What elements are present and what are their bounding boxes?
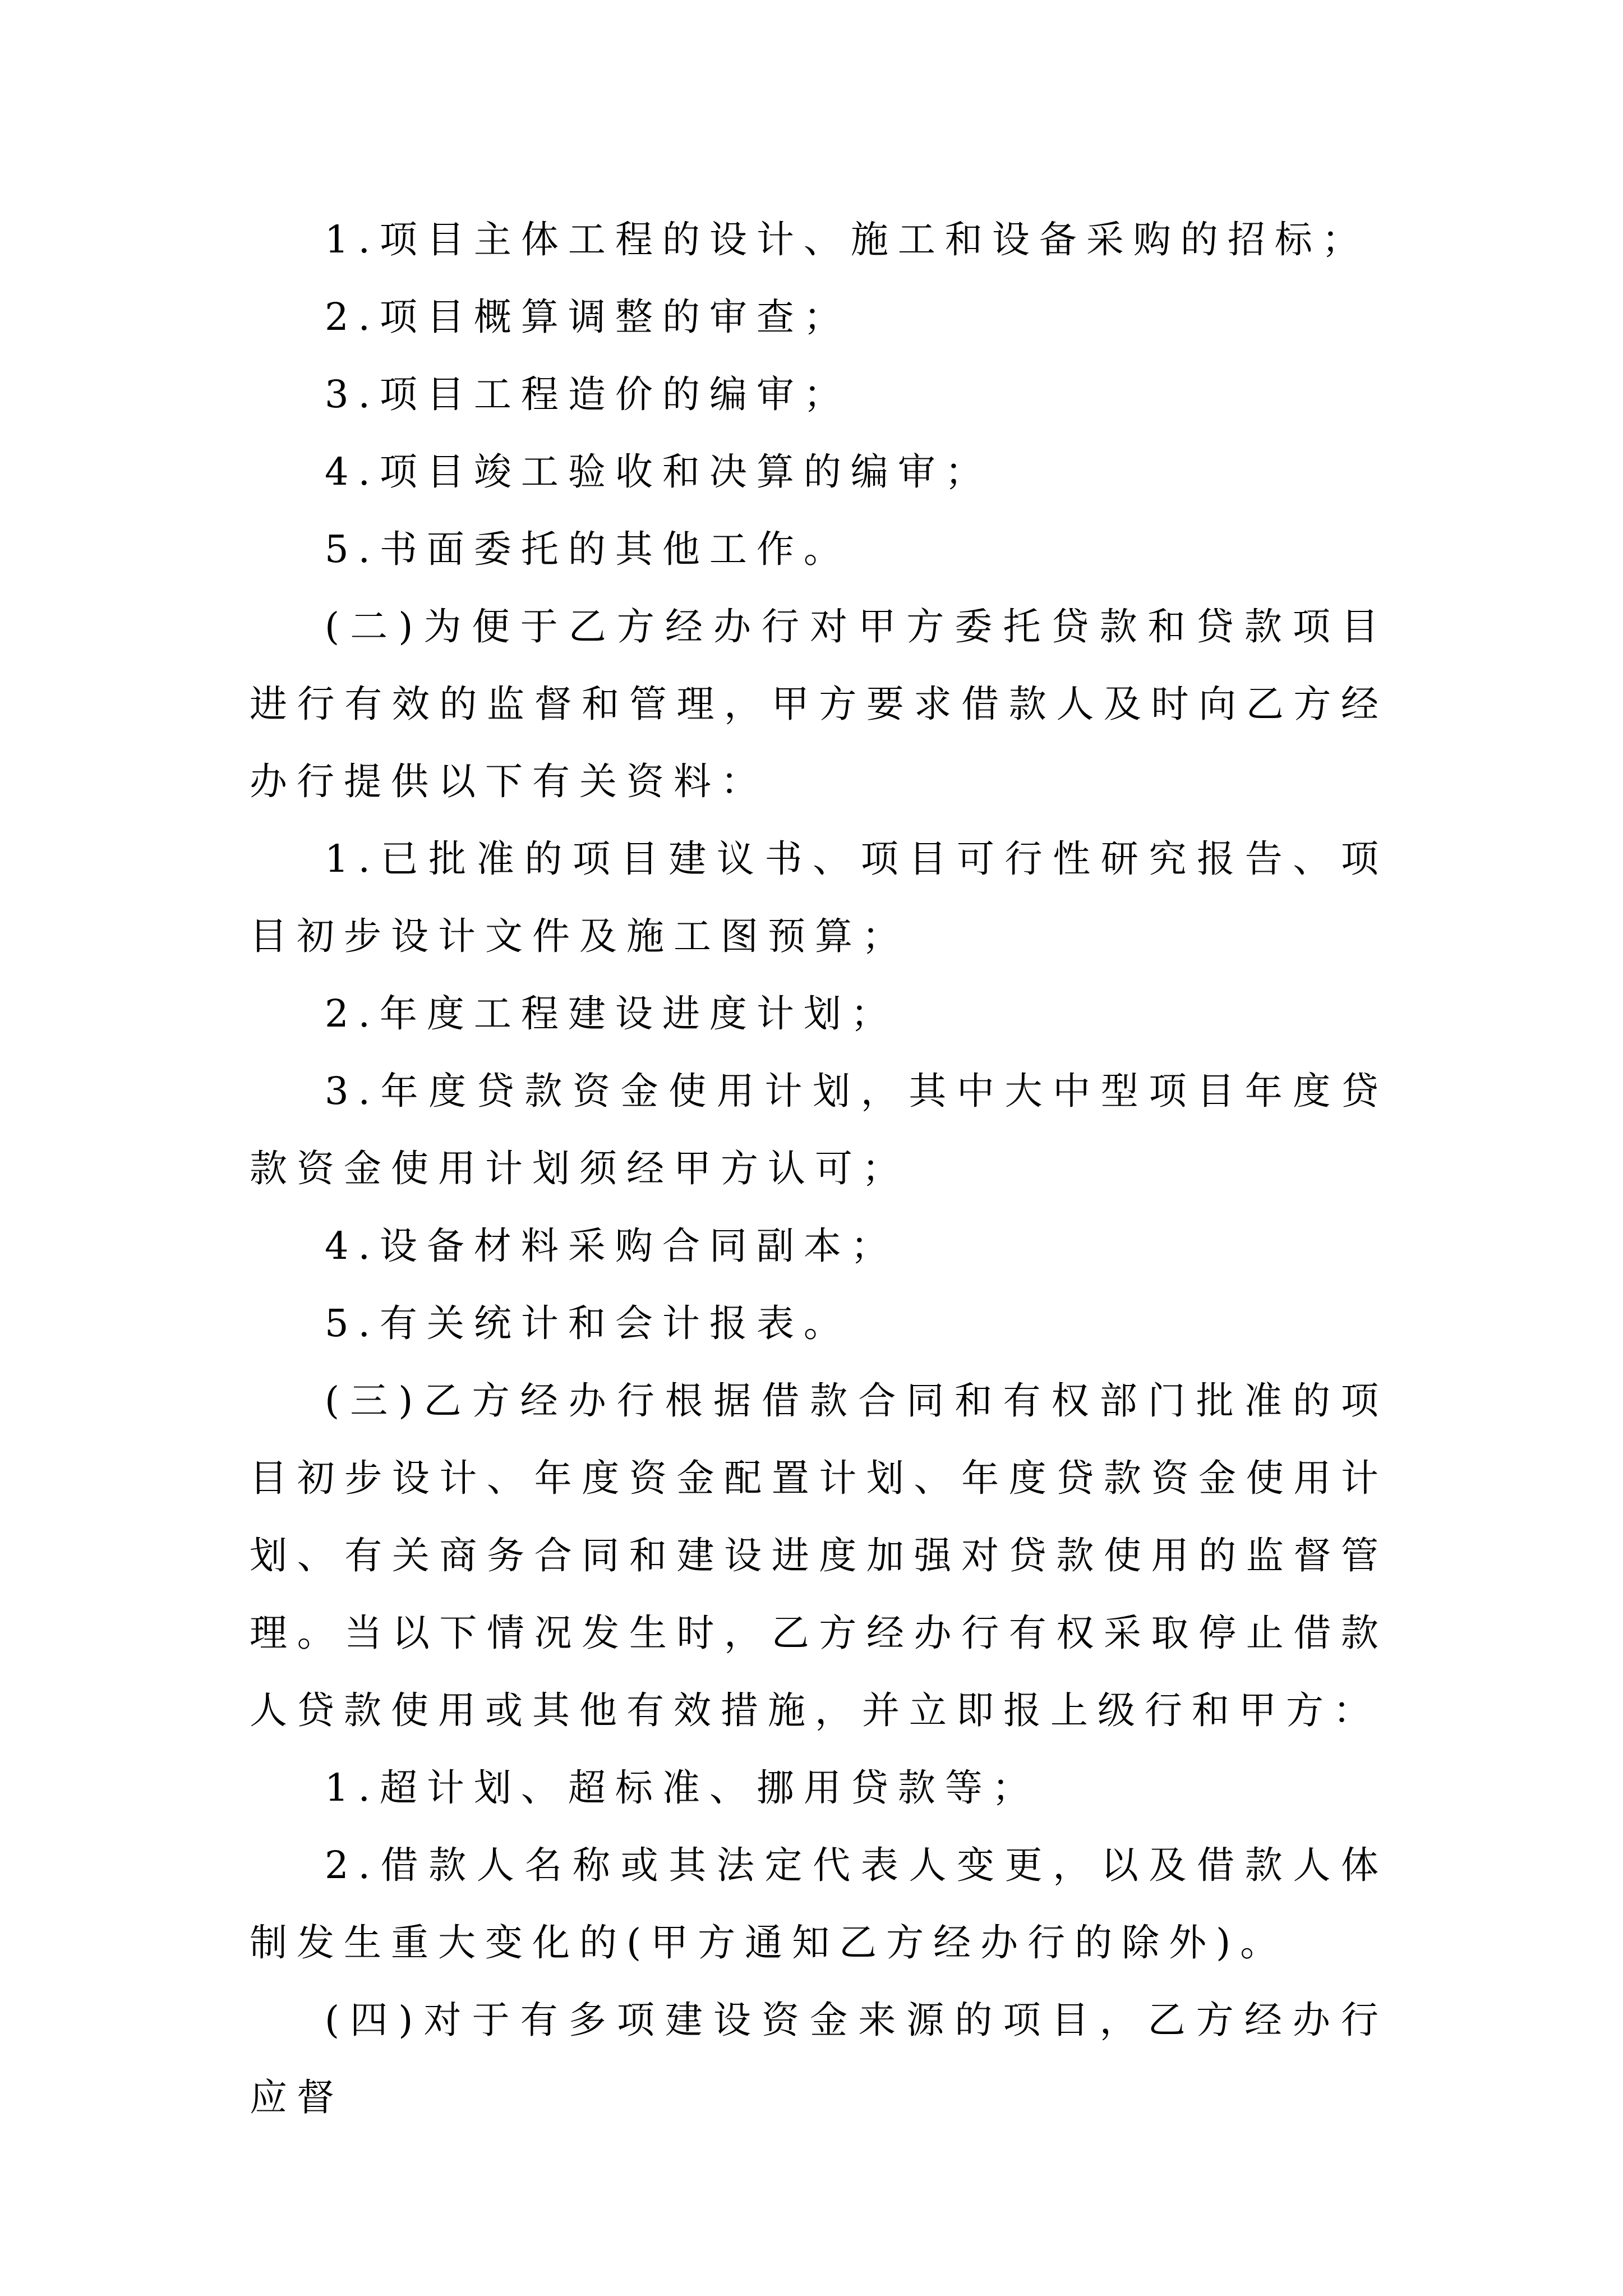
- document-body: [250, 201, 1388, 2136]
- paragraph: 4.项目竣工验收和决算的编审；: [325, 450, 992, 494]
- paragraph: 1.已批准的项目建议书、项目可行性研究报告、项目初步设计文件及施工图预算；: [250, 837, 1388, 958]
- paragraph: 2.项目概算调整的审查；: [325, 295, 851, 339]
- paragraph: 5.有关统计和会计报表。: [325, 1301, 851, 1345]
- paragraph: 2.年度工程建设进度计划；: [325, 992, 898, 1036]
- paragraph: (四)对于有多项建设资金来源的项目，乙方经办行应督: [250, 1998, 1388, 2119]
- paragraph: 5.书面委托的其他工作。: [325, 527, 851, 571]
- paragraph: 3.年度贷款资金使用计划，其中大中型项目年度贷款资金使用计划须经甲方认可；: [250, 1069, 1388, 1190]
- paragraph: (三)乙方经办行根据借款合同和有权部门批准的项目初步设计、年度资金配置计划、年度贷款资金使用计划、有关商务合同和建设进度加强对贷款使用的监督管理。当以下情况发生时，乙方经办行有权采取停止借款人贷款使用或其他有效措施，并立即报上级行和甲方：: [250, 1379, 1388, 1732]
- paragraph: (二)为便于乙方经办行对甲方委托贷款和贷款项目进行有效的监督和管理，甲方要求借款人及时向乙方经办行提供以下有关资料：: [250, 605, 1388, 803]
- paragraph: 1.项目主体工程的设计、施工和设备采购的招标；: [325, 218, 1369, 261]
- paragraph: 4.设备材料采购合同副本；: [325, 1224, 898, 1268]
- paragraph: 2.借款人名称或其法定代表人变更，以及借款人体制发生重大变化的(甲方通知乙方经办行的除外)。: [250, 1843, 1388, 1964]
- paragraph: 3.项目工程造价的编审；: [325, 372, 851, 416]
- paragraph: 1.超计划、超标准、挪用贷款等；: [325, 1766, 1039, 1810]
